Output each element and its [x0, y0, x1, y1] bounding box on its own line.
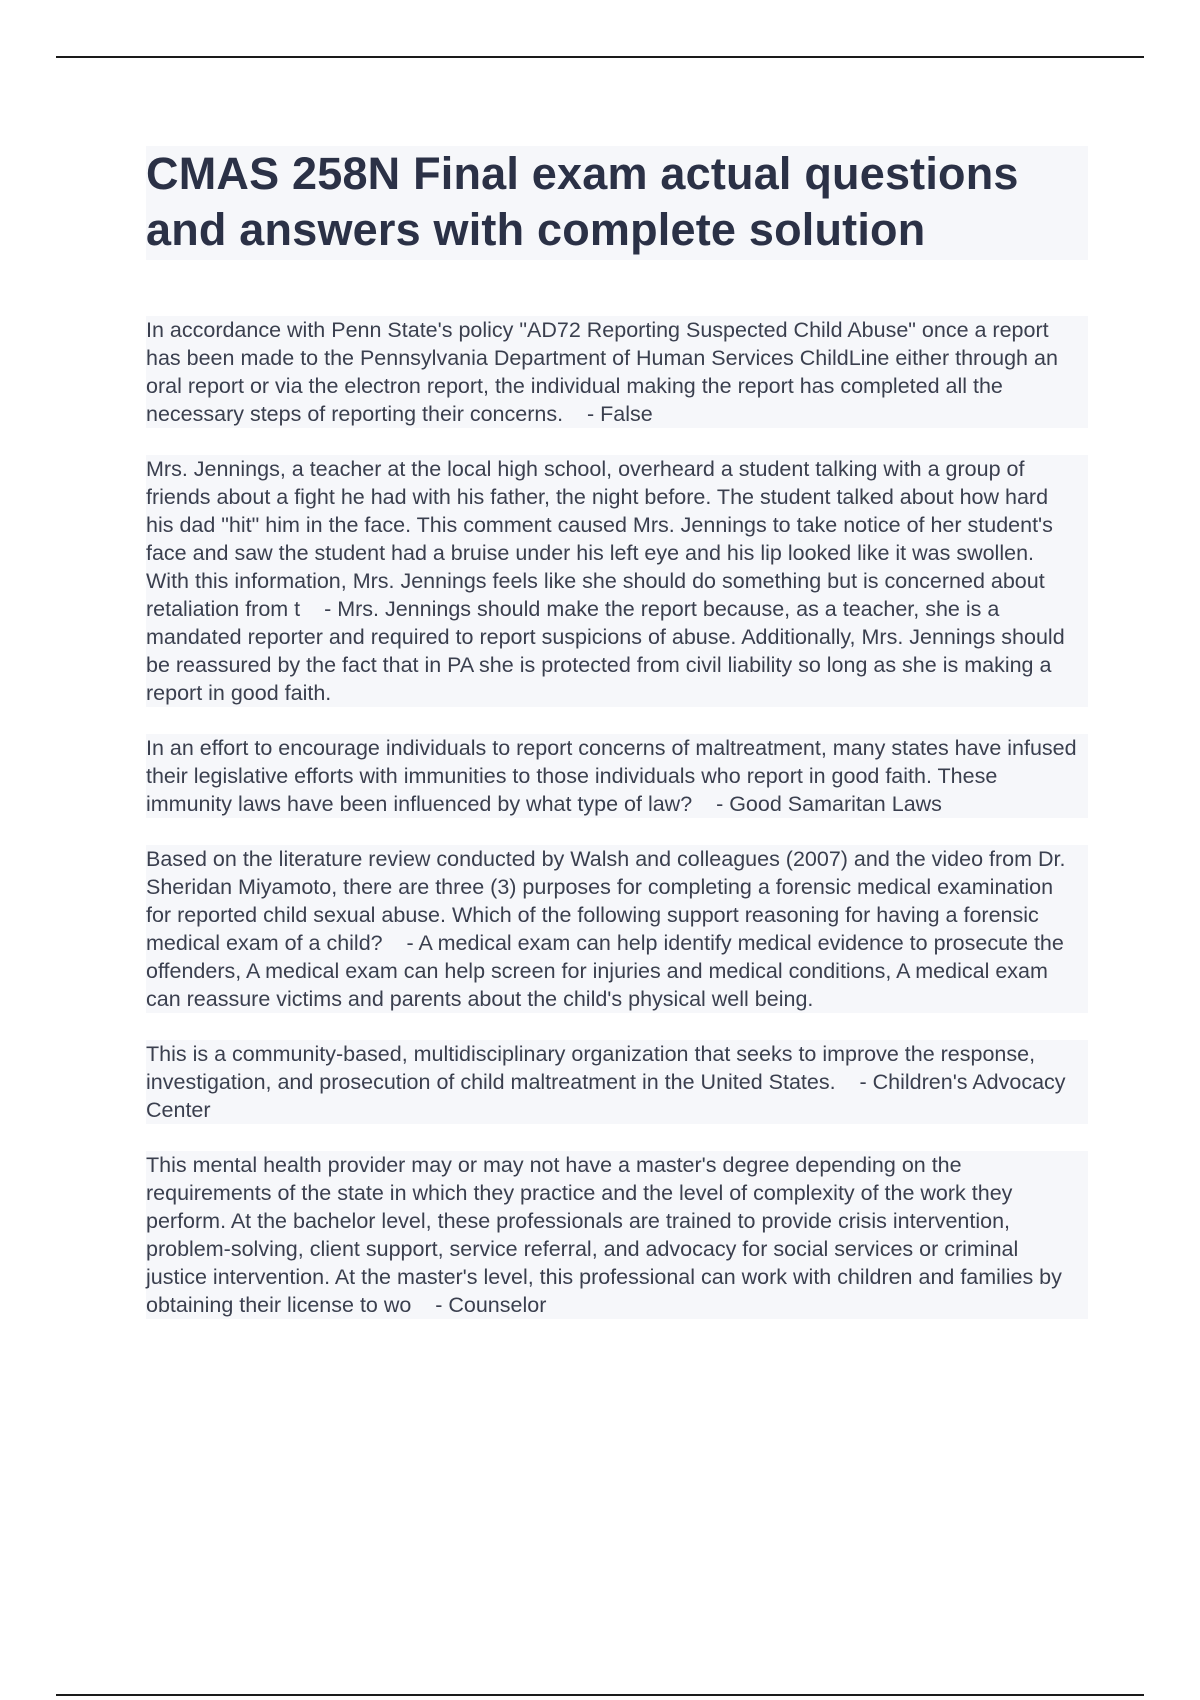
question-text: Mrs. Jennings, a teacher at the local high school, overheard a student talking with a group of friends about a fight he had with his father, the night before. The student talked about how hard his dad "hit" him in the face. This comment caused Mrs. Jennings to take notice of her student's face and saw the student had a bruise under his left eye and his lip looked like it was swollen. With this information, Mrs. Jennings feels like she should do something but is concerned about retaliation from t	[146, 457, 1053, 621]
answer-text: - Counselor	[435, 1293, 547, 1317]
document-title: CMAS 258N Final exam actual questions and answers with complete solution	[146, 148, 1019, 255]
top-rule	[56, 56, 1144, 58]
question-text: In an effort to encourage individuals to report concerns of maltreatment, many states have infused their legislative efforts with immunities to those individuals who report in good faith. These immunity laws have been influenced by what type of law?	[146, 736, 1077, 816]
question-text: This is a community-based, multidisciplinary organization that seeks to improve the response, investigation, and prosecution of child maltreatment in the United States.	[146, 1042, 1036, 1094]
qa-item	[146, 734, 1088, 818]
qa-list	[146, 316, 1088, 1319]
title-block	[146, 146, 1088, 260]
bottom-rule	[56, 1694, 1144, 1696]
qa-item	[146, 1040, 1088, 1124]
qa-item	[146, 1151, 1088, 1319]
answer-text: - Good Samaritan Laws	[716, 792, 942, 816]
answer-text: - Mrs. Jennings should make the report because, as a teacher, she is a mandated reporter and required to report suspicions of abuse. Additionally, Mrs. Jennings should be reassured by the fact that in PA she is protected from civil liability so long as she is making a report in good faith.	[146, 597, 1065, 705]
answer-text: - Children's Advocacy Center	[146, 1070, 1066, 1122]
qa-item	[146, 845, 1088, 1013]
question-text: In accordance with Penn State's policy "AD72 Reporting Suspected Child Abuse" once a report has been made to the Pennsylvania Department of Human Services ChildLine either through an oral report or via the electron report, the individual making the report has completed all the necessary steps of reporting their concerns.	[146, 318, 1058, 426]
question-text: This mental health provider may or may not have a master's degree depending on the requirements of the state in which they practice and the level of complexity of the work they perform. At the bachelor level, these professionals are trained to provide crisis intervention, problem-solving, client support, service referral, and advocacy for social services or criminal justice intervention. At the master's level, this professional can work with children and families by obtaining their license to wo	[146, 1153, 1062, 1317]
answer-text: - False	[586, 402, 653, 426]
document-page	[146, 146, 1088, 1346]
answer-text: - A medical exam can help identify medical evidence to prosecute the offenders, A medical exam can help screen for injuries and medical conditions, A medical exam can reassure victims and parents about the child's physical well being.	[146, 931, 1064, 1011]
qa-item	[146, 455, 1088, 707]
qa-item	[146, 316, 1088, 428]
question-text: Based on the literature review conducted by Walsh and colleagues (2007) and the video from Dr. Sheridan Miyamoto, there are three (3) purposes for completing a forensic medical examination for reported child sexual abuse. Which of the following support reasoning for having a forensic medical exam of a child?	[146, 847, 1066, 955]
